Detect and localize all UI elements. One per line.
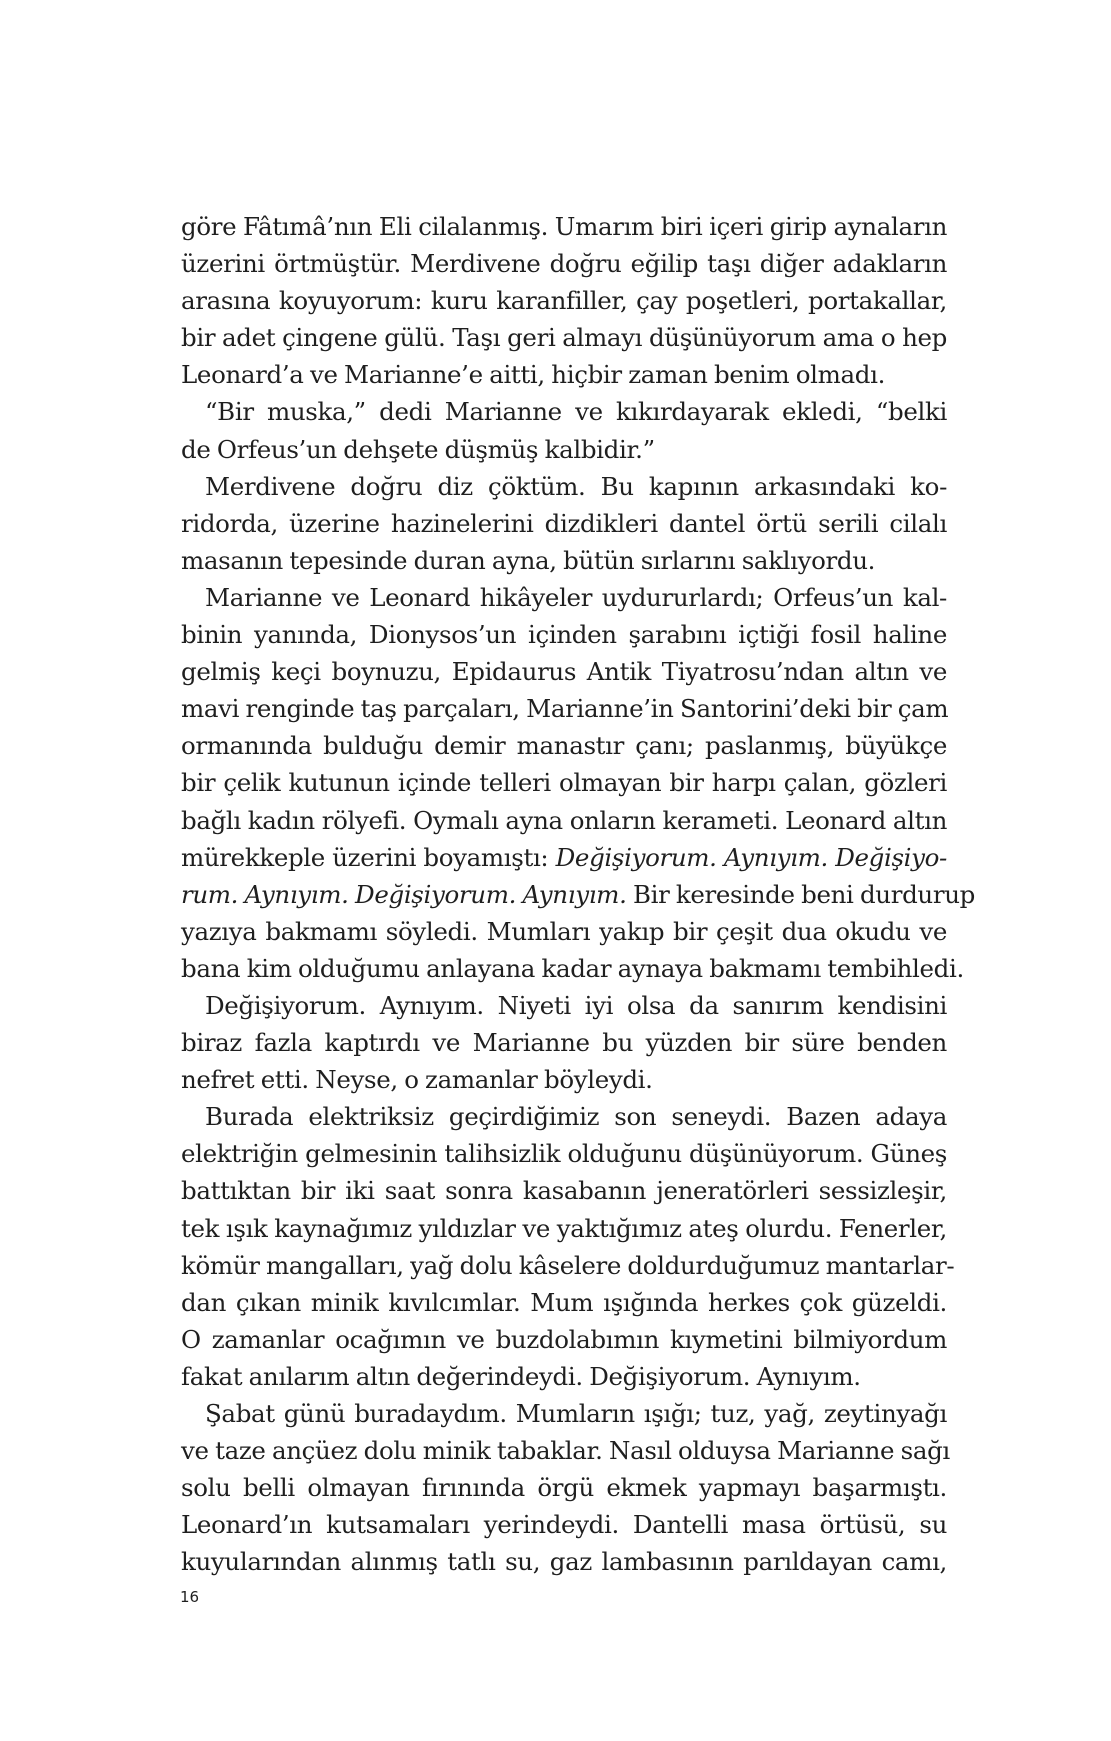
text-line	[181, 690, 947, 727]
line-text: dan çıkan minik kıvılcımlar. Mum ışığında herkes çok güzeldi.	[181, 1287, 947, 1317]
text-line	[181, 1395, 947, 1432]
text-line	[181, 727, 947, 764]
line-text: solu belli olmayan fırınında örgü ekmek yapmayı başarmıştı.	[181, 1473, 947, 1503]
line-text: kömür mangalları, yağ dolu kâselere doldurduğumuz mantarlar-	[181, 1250, 955, 1280]
text-line	[181, 1321, 947, 1358]
body-text	[181, 208, 975, 1580]
text-line	[181, 1172, 947, 1209]
text-line	[181, 1469, 947, 1506]
page-number: 16	[180, 1588, 200, 1606]
text-line	[181, 1098, 947, 1135]
text-line	[181, 579, 947, 616]
text-line	[181, 913, 947, 950]
line-text: battıktan bir iki saat sonra kasabanın jeneratörleri sessizleşir,	[181, 1176, 947, 1206]
text-line	[181, 468, 947, 505]
line-text: Leonard’a ve Marianne’e aitti, hiçbir zaman benim olmadı.	[181, 360, 886, 390]
line-text: bir adet çingene gülü. Taşı geri almayı düşünüyorum ama o hep	[181, 323, 947, 353]
text-line	[181, 839, 947, 876]
text-line	[181, 542, 947, 579]
line-italic-text: Değişiyorum. Aynıyım. Değişiyo-	[555, 842, 947, 872]
text-line	[181, 1432, 950, 1469]
text-line	[181, 1061, 947, 1098]
line-text: bağlı kadın rölyefi. Oymalı ayna onların kerameti. Leonard altın	[181, 805, 947, 835]
text-line	[181, 950, 964, 987]
line-text: üzerini örtmüştür. Merdivene doğru eğilip taşı diğer adakların	[181, 249, 947, 279]
line-text: mürekkeple üzerini boyamıştı:	[181, 842, 556, 872]
text-line	[181, 1135, 947, 1172]
line-text: gelmiş keçi boynuzu, Epidaurus Antik Tiyatrosu’ndan altın ve	[181, 657, 947, 687]
line-text: masanın tepesinde duran ayna, bütün sırlarını saklıyordu.	[181, 545, 876, 575]
line-text: Merdivene doğru diz çöktüm. Bu kapının arkasındaki ko-	[205, 471, 947, 501]
text-line	[181, 319, 947, 356]
line-text: Burada elektriksiz geçirdiğimiz son seneydi. Bazen adaya	[205, 1102, 947, 1132]
text-line	[181, 1210, 947, 1247]
line-text: binin yanında, Dionysos’un içinden şarabını içtiği fosil haline	[181, 620, 947, 650]
line-text: bana kim olduğumu anlayana kadar aynaya bakmamı tembihledi.	[181, 953, 964, 983]
text-line	[181, 356, 947, 393]
line-text: Bir keresinde beni durdurup	[626, 879, 975, 909]
text-line	[181, 1024, 947, 1061]
line-text: de Orfeus’un dehşete düşmüş kalbidir.”	[181, 434, 655, 464]
line-italic-text: rum. Aynıyım. Değişiyorum. Aynıyım.	[181, 879, 627, 909]
text-line	[181, 1247, 955, 1284]
text-line	[181, 431, 947, 468]
line-text: yazıya bakmamı söyledi. Mumları yakıp bir çeşit dua okudu ve	[181, 916, 947, 946]
line-text: Marianne ve Leonard hikâyeler uydururlardı; Orfeus’un kal-	[205, 582, 947, 612]
line-text: biraz fazla kaptırdı ve Marianne bu yüzden bir süre benden	[181, 1028, 947, 1058]
line-text: ormanında bulduğu demir manastır çanı; paslanmış, büyükçe	[181, 731, 947, 761]
text-line	[181, 1284, 947, 1321]
line-text: ridorda, üzerine hazinelerini dizdikleri dantel örtü serili cilalı	[181, 508, 947, 538]
line-text: bir çelik kutunun içinde telleri olmayan bir harpı çalan, gözleri	[181, 768, 947, 798]
line-text: ve taze ançüez dolu minik tabaklar. Nasıl olduysa Marianne sağı	[181, 1436, 950, 1466]
text-line	[181, 987, 947, 1024]
line-text: kuyularından alınmış tatlı su, gaz lambasının parıldayan camı,	[181, 1547, 947, 1577]
line-text: elektriğin gelmesinin talihsizlik olduğunu düşünüyorum. Güneş	[181, 1139, 947, 1169]
text-line	[181, 802, 947, 839]
text-line	[181, 616, 947, 653]
line-text: göre Fâtımâ’nın Eli cilalanmış. Umarım biri içeri girip aynaların	[181, 212, 947, 241]
line-text: fakat anılarım altın değerindeydi. Değişiyorum. Aynıyım.	[181, 1361, 861, 1391]
text-line	[181, 245, 947, 282]
line-text: mavi renginde taş parçaları, Marianne’in Santorini’deki bir çam	[181, 694, 949, 724]
line-text: Şabat günü buradaydım. Mumların ışığı; tuz, yağ, zeytinyağı	[205, 1399, 947, 1428]
text-line	[181, 764, 947, 801]
line-text: tek ışık kaynağımız yıldızlar ve yaktığımız ateş olurdu. Fenerler,	[181, 1213, 947, 1243]
line-text: O zamanlar ocağımın ve buzdolabımın kıymetini bilmiyordum	[181, 1324, 947, 1354]
line-text: Leonard’ın kutsamaları yerindeydi. Dantelli masa örtüsü, su	[181, 1510, 947, 1540]
text-line	[181, 1506, 947, 1543]
line-text: nefret etti. Neyse, o zamanlar böyleydi.	[181, 1065, 653, 1095]
text-line	[181, 393, 947, 430]
line-text: arasına koyuyorum: kuru karanfiller, çay poşetleri, portakallar,	[181, 286, 947, 316]
text-line	[181, 1358, 947, 1395]
text-line	[181, 876, 975, 913]
line-text: Değişiyorum. Aynıyım. Niyeti iyi olsa da sanırım kendisini	[205, 990, 947, 1020]
line-text: “Bir muska,” dedi Marianne ve kıkırdayarak ekledi, “belki	[205, 397, 947, 427]
text-line	[181, 282, 947, 319]
text-line	[181, 653, 947, 690]
text-line	[181, 505, 947, 542]
text-line	[181, 1543, 947, 1580]
text-line	[181, 208, 947, 245]
